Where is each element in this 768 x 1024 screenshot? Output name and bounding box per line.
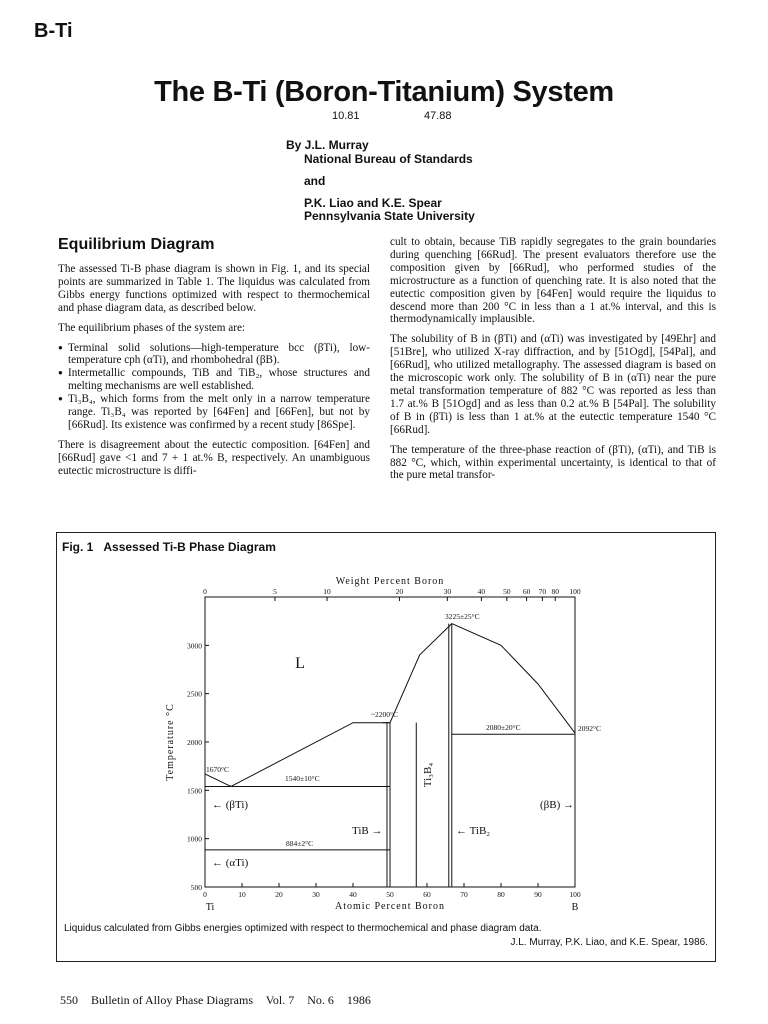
x-tick-label: 0: [203, 890, 207, 899]
atomic-weight-boron: 10.81: [332, 110, 360, 122]
figure-credit: J.L. Murray, P.K. Liao, and K.E. Spear, 1986.: [510, 937, 708, 948]
paragraph: There is disagreement about the eutectic composition. [64Fen] and [66Rud] gave <1 and 7 + 1 at.% B, respectively. An unambiguous eutectic microstructure is diffi-: [58, 438, 370, 477]
phase-label-beta-b: (βB) →: [540, 799, 575, 811]
figure-label: Fig. 1: [62, 540, 94, 554]
phase-label-alpha-ti: ← (αTi): [212, 857, 249, 869]
x-tick-label: 70: [460, 890, 468, 899]
paragraph: The temperature of the three-phase reaction of (βTi), (αTi), and TiB is 882 °C, which, within experimental uncertainty, is identical to that of the pure metal transfor-: [390, 443, 716, 482]
author-affiliation-1: National Bureau of Standards: [304, 152, 473, 166]
top-tick-label: 100: [569, 587, 581, 596]
y-tick-label: 1500: [187, 786, 202, 796]
figure-caption: Liquidus calculated from Gibbs energies optimized with respect to thermochemical and phase diagram data.: [64, 923, 542, 934]
left-element-label: Ti: [205, 902, 215, 913]
top-tick-label: 5: [273, 587, 277, 596]
top-axis-ticks: [203, 587, 581, 601]
phase-label-tib2: ← TiB₂: [456, 825, 491, 837]
journal-issue: No. 6: [307, 993, 334, 1007]
x-tick-label: 60: [423, 890, 431, 899]
x-tick-label: 20: [275, 890, 283, 899]
right-element-label: B: [571, 902, 579, 913]
y-axis-label: Temperature °C: [165, 703, 176, 781]
author-names-2: P.K. Liao and K.E. Spear: [304, 196, 442, 210]
paragraph: The equilibrium phases of the system are:: [58, 321, 246, 334]
author-affiliation-2: Pennsylvania State University: [304, 209, 475, 223]
phase-label-tib: TiB →: [352, 825, 383, 837]
page-title: The B-Ti (Boron-Titanium) System: [154, 76, 614, 108]
y-tick-label: 500: [190, 883, 202, 892]
annotation-peritectic: ~2200°C: [371, 710, 399, 719]
journal-volume: Vol. 7: [265, 993, 295, 1007]
x-tick-label: 30: [312, 890, 320, 899]
journal-name: Bulletin of Alloy Phase Diagrams: [91, 993, 253, 1007]
top-tick-label: 70: [538, 587, 547, 596]
x-tick-label: 40: [349, 890, 357, 899]
x-tick-label: 90: [534, 890, 542, 899]
top-tick-label: 0: [203, 587, 207, 596]
list-item: ● Ti₃B₄, which forms from the melt only in a narrow temperature range. Ti₃B₄ was reported by [64Fen] and [66Fen], but not by [66Rud]. Its existence was confirmed by a recent study [86Spe].: [58, 393, 370, 432]
list-item: ● Terminal solid solutions—high-temperature bcc (βTi), low-temperature cph (αTi), and rhombohedral (βB).: [58, 342, 370, 368]
page-number: 550: [60, 993, 78, 1007]
top-tick-label: 50: [503, 587, 511, 596]
top-tick-label: 10: [323, 587, 331, 596]
top-tick-label: 60: [522, 587, 531, 596]
section-heading: Equilibrium Diagram: [58, 236, 215, 253]
x-tick-label: 50: [386, 890, 394, 899]
journal-year: 1986: [346, 993, 371, 1007]
temperature-annotations: [206, 612, 601, 848]
author-byline: By J.L. Murray: [286, 138, 369, 152]
annotation-max: 3225±25°C: [445, 612, 480, 621]
paragraph: The solubility of B in (βTi) and (αTi) was investigated by [49Ehr] and [51Bre], who utilized X-ray diffraction, and by [51Ogd], [54Pal], and [66Rud], who utilized metallography. The assessed diagram is based on the microscopic work only. The solubility of B in (αTi) near the pure metal transformation temperature of 882 °C was reported as less than 1.7 at.% B [51Ogd] and as less than 0.2 at.% B [54Pal]. The solubility of B in (βTi) is less than 1 at.% at the eutectic temperature 1540 °C [66Rud].: [390, 333, 716, 436]
atomic-weight-titanium: 47.88: [424, 110, 452, 122]
y-tick-label: 2000: [187, 738, 202, 747]
paragraph: cult to obtain, because TiB rapidly segregates to the grain boundaries during quenching [66Rud]. The present evaluators therefore use the composition given by [66Rud], who performed studies of the microstructure as a function of quenching rate. It is also noted that the eutectic composition given by [64Fen] would require the liquidus to descend more than 200 °C in less than a 1 at.% interval, and this is thermodynamically implausible.: [390, 236, 716, 326]
y-tick-label: 2500: [187, 689, 202, 699]
top-tick-label: 80: [551, 587, 559, 596]
x-tick-label: 80: [497, 890, 505, 899]
figure-title-text: Assessed Ti-B Phase Diagram: [103, 540, 276, 554]
x-tick-label: 10: [238, 890, 246, 899]
y-tick-label: 1000: [187, 834, 202, 844]
section-tag: B-Ti: [34, 20, 73, 42]
annotation-eutectic: 1540±10°C: [285, 774, 320, 783]
top-axis-label: Weight Percent Boron: [335, 576, 445, 587]
list-item: ● Intermetallic compounds, TiB and TiB₂, whose structures and melting mechanisms are well established.: [58, 367, 370, 393]
annotation-boron-melt: 2092°C: [578, 724, 602, 733]
x-tick-label: 100: [569, 890, 581, 899]
phase-label-beta-ti: ← (βTi): [212, 799, 249, 811]
bottom-axis-label: Atomic Percent Boron: [335, 901, 445, 912]
paragraph: The assessed Ti-B phase diagram is shown in Fig. 1, and its special points are summarized in Table 1. The liquidus was calculated from Gibbs energy functions optimized with respect to thermochemical and phase diagram data, as described below.: [58, 263, 370, 314]
page-footer: [60, 993, 381, 1008]
top-tick-label: 40: [477, 587, 486, 596]
top-tick-label: 30: [443, 587, 452, 596]
phase-label-liquid: L: [295, 655, 305, 672]
author-and: and: [304, 174, 326, 188]
annotation-ti-melt: 1670°C: [206, 765, 230, 774]
phase-label-ti3b4: Ti₃B₄: [422, 762, 434, 788]
top-tick-label: 20: [395, 587, 404, 596]
annotation-tib2-b: 2080±20°C: [486, 723, 521, 732]
phase-boundaries: [205, 624, 575, 887]
annotation-eutectoid: 884±2°C: [286, 839, 314, 848]
y-tick-label: 3000: [187, 641, 202, 651]
bottom-axis-ticks: [203, 883, 581, 899]
phase-labels: [212, 655, 574, 869]
